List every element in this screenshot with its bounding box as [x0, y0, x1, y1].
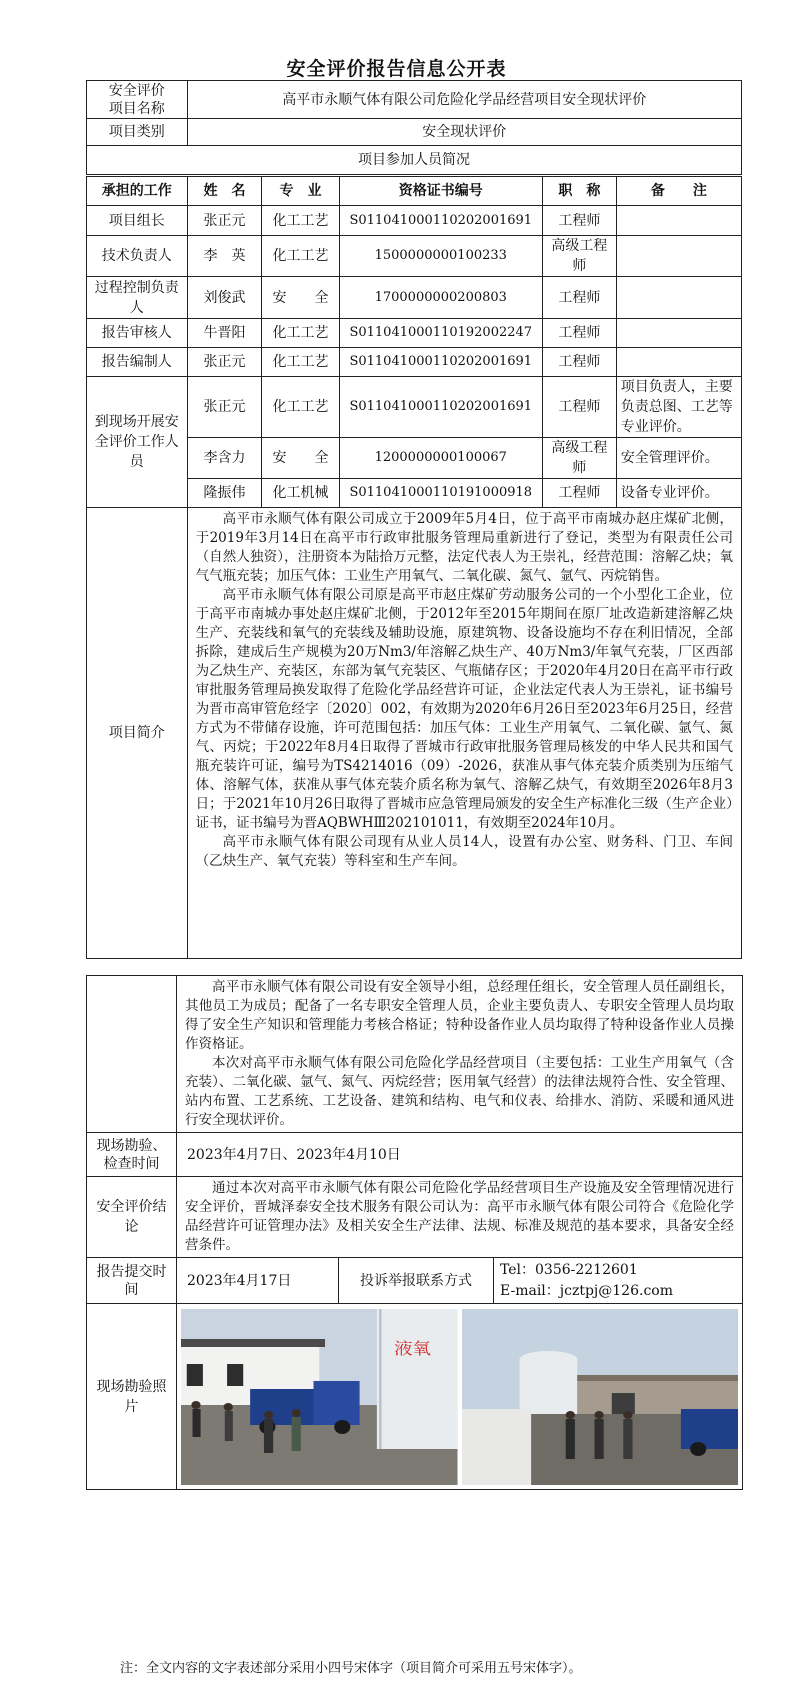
person-title: 高级工程师: [542, 438, 616, 479]
person-cert: 1200000000100067: [339, 438, 542, 479]
site-photo-1-image: [181, 1309, 458, 1485]
intro-content: [187, 508, 741, 959]
person-title: 工程师: [542, 319, 616, 348]
page-title: 安全评价报告信息公开表: [286, 58, 507, 80]
person-major: 化工工艺: [262, 377, 339, 438]
photo-label: 现场勘验照片: [87, 1304, 177, 1490]
person-name: 张正元: [187, 206, 262, 236]
intro-paragraph: 高平市永顺气体有限公司设有安全领导小组，总经理任组长，安全管理人员任副组长，其他员工为成员；配备了一名专职安全管理人员，企业主要负责人、专职安全管理人员均取得了安全生产知识和管理能力考核合格证；特种设备作业人员均取得了特种设备作业人员操作资格证。: [185, 979, 735, 1052]
person-name: 隆振伟: [187, 479, 262, 508]
person-cert: S011041000110202001691: [339, 348, 542, 377]
person-cert: S011041000110191000918: [339, 479, 542, 508]
person-remark: [616, 277, 741, 319]
intro-paragraph: 高平市永顺气体有限公司成立于2009年5月4日，位于高平市南城办赵庄煤矿北侧，于2019年3月14日在高平市行政审批服务管理局重新进行了登记，类型为有限责任公司（自然人独资），注册资本为陆拾万元整，法定代表人为王崇礼，经营范围：溶解乙炔；氧气气瓶充装；加压气体：工业生产用氧气、二氧化碳、氮气、氩气、丙烷销售。: [195, 511, 733, 584]
contact-info: [494, 1258, 743, 1304]
header-cert: 资格证书编号: [339, 176, 542, 206]
intro-content-continued: [177, 976, 743, 1133]
header-title: 职 称: [542, 176, 616, 206]
header-remark: 备 注: [616, 176, 741, 206]
person-work: 报告编制人: [87, 348, 188, 377]
intro-paragraph: 高平市永顺气体有限公司现有从业人员14人，设置有办公室、财务科、门卫、车间（乙炔生产、氧气充装）等科室和生产车间。: [195, 834, 733, 869]
person-remark: [616, 236, 741, 277]
submit-time-value: 2023年4月17日: [177, 1258, 339, 1304]
person-major: 化工机械: [262, 479, 339, 508]
person-work: 报告审核人: [87, 319, 188, 348]
project-name-label: 安全评价 项目名称: [87, 81, 188, 119]
conclusion-label: 安全评价结论: [87, 1177, 177, 1258]
info-table-continued: [86, 975, 743, 1490]
project-name-value: 高平市永顺气体有限公司危险化学品经营项目安全现状评价: [187, 81, 741, 119]
field-work-label: 到现场开展安全评价工作人员: [87, 377, 188, 508]
person-work: 技术负责人: [87, 236, 188, 277]
person-major: 化工工艺: [262, 236, 339, 277]
contact-email: E-mail：jcztpj@126.com: [500, 1282, 673, 1299]
person-title: 工程师: [542, 277, 616, 319]
person-title: 工程师: [542, 377, 616, 438]
site-photo-2: [462, 1309, 739, 1485]
header-name: 姓 名: [187, 176, 262, 206]
person-remark: [616, 348, 741, 377]
submit-time-label: 报告提交时间: [87, 1258, 177, 1304]
table-row: [87, 319, 742, 348]
project-type-label: 项目类别: [87, 119, 188, 146]
person-cert: 1500000000100233: [339, 236, 542, 277]
person-cert: S011041000110192002247: [339, 319, 542, 348]
person-major: 化工工艺: [262, 206, 339, 236]
person-name: 李 英: [187, 236, 262, 277]
person-work: 项目组长: [87, 206, 188, 236]
person-name: 牛晋阳: [187, 319, 262, 348]
intro-continued-label: [87, 976, 177, 1133]
person-title: 工程师: [542, 206, 616, 236]
person-remark: 安全管理评价。: [616, 438, 741, 479]
person-cert: S011041000110202001691: [339, 206, 542, 236]
person-name: 李含力: [187, 438, 262, 479]
person-major: 化工工艺: [262, 348, 339, 377]
person-remark: 项目负责人，主要负责总图、工艺等专业评价。: [616, 377, 741, 438]
survey-time-value: 2023年4月7日、2023年4月10日: [177, 1133, 743, 1177]
person-remark: [616, 206, 741, 236]
site-photo-1: [181, 1309, 458, 1485]
person-name: 张正元: [187, 348, 262, 377]
person-major: 安 全: [262, 438, 339, 479]
table-row: [87, 236, 742, 277]
site-photo-2-image: [462, 1309, 739, 1485]
conclusion-value: [177, 1177, 743, 1258]
person-title: 高级工程师: [542, 236, 616, 277]
header-major: 专 业: [262, 176, 339, 206]
intro-paragraph: 高平市永顺气体有限公司原是高平市赵庄煤矿劳动服务公司的一个小型化工企业，位于高平市南城办事处赵庄煤矿北侧，于2012年至2015年期间在原厂址改造新建溶解乙炔生产、充装线和氧气的充装线及辅助设施，原建筑物、设备设施均不存在利旧情况，全部拆除，建成后生产规模为20万Nm3/年溶解乙炔生产、40万Nm3/年氧气充装，厂区西部为乙炔生产、充装区，东部为氧气充装区、气瓶储存区；于2020年4月20日在高平市行政审批服务管理局换发取得了危险化学品经营许可证，企业法定代表人为王崇礼，证书编号为晋市高审管危经字〔2020〕002，有效期为2020年6月26日至2023年6月25日，经营方式为不带储存设施，许可范围包括：加压气体：工业生产用氧气、二氧化碳、氩气、氮气、丙烷；于2022年8月4日取得了晋城市行政审批服务管理局核发的中华人民共和国气瓶充装许可证，编号为TS4214016（09）-2026，获准从事气体充装介质类别为压缩气体、溶解气体，获准从事气体充装介质名称为氧气、溶解乙炔气，有效期至2026年8月3日；于2021年10月26日取得了晋城市应急管理局颁发的安全生产标准化三级（生产企业）证书，证书编号为晋AQBWHⅢ202101011，有效期至2024年10月。: [195, 587, 733, 831]
person-major: 化工工艺: [262, 319, 339, 348]
person-cert: 1700000000200803: [339, 277, 542, 319]
intro-paragraph: 本次对高平市永顺气体有限公司危险化学品经营项目（主要包括：工业生产用氧气（含充装）、二氧化碳、氩气、氮气、丙烷经营；医用氧气经营）的法律法规符合性、安全管理、站内布置、工艺系统、工艺设备、建筑和结构、电气和仪表、给排水、消防、采暖和通风进行安全现状评价。: [185, 1055, 735, 1128]
person-major: 安 全: [262, 277, 339, 319]
person-remark: [616, 319, 741, 348]
table-row: [87, 206, 742, 236]
person-cert: S011041000110202001691: [339, 377, 542, 438]
project-type-value: 安全现状评价: [187, 119, 741, 146]
person-name: 张正元: [187, 377, 262, 438]
conclusion-text: 通过本次对高平市永顺气体有限公司危险化学品经营项目生产设施及安全管理情况进行安全评价，晋城泽泰安全技术服务有限公司认为：高平市永顺气体有限公司符合《危险化学品经营许可证管理办法》及相关安全生产法律、法规、标准及规范的基本要求，具备安全经营条件。: [185, 1180, 735, 1253]
intro-label: 项目简介: [87, 508, 188, 959]
complaint-label: 投诉举报联系方式: [339, 1258, 494, 1304]
contact-tel: Tel：0356-2212601: [500, 1261, 638, 1278]
person-title: 工程师: [542, 348, 616, 377]
survey-time-label: 现场勘验、检查时间: [87, 1133, 177, 1177]
personnel-section-title: 项目参加人员简况: [87, 146, 742, 176]
person-work: 过程控制负责人: [87, 277, 188, 319]
header-work: 承担的工作: [87, 176, 188, 206]
table-row: [87, 348, 742, 377]
table-row: [87, 377, 742, 438]
svg-text:液氧: 液氧: [394, 1339, 432, 1359]
person-name: 刘俊武: [187, 277, 262, 319]
person-title: 工程师: [542, 479, 616, 508]
photo-cell: [177, 1304, 743, 1490]
person-remark: 设备专业评价。: [616, 479, 741, 508]
info-table: [86, 80, 742, 959]
table-row: [87, 277, 742, 319]
footnote: 注：全文内容的文字表述部分采用小四号宋体字（项目简介可采用五号宋体字）。: [120, 1661, 582, 1676]
